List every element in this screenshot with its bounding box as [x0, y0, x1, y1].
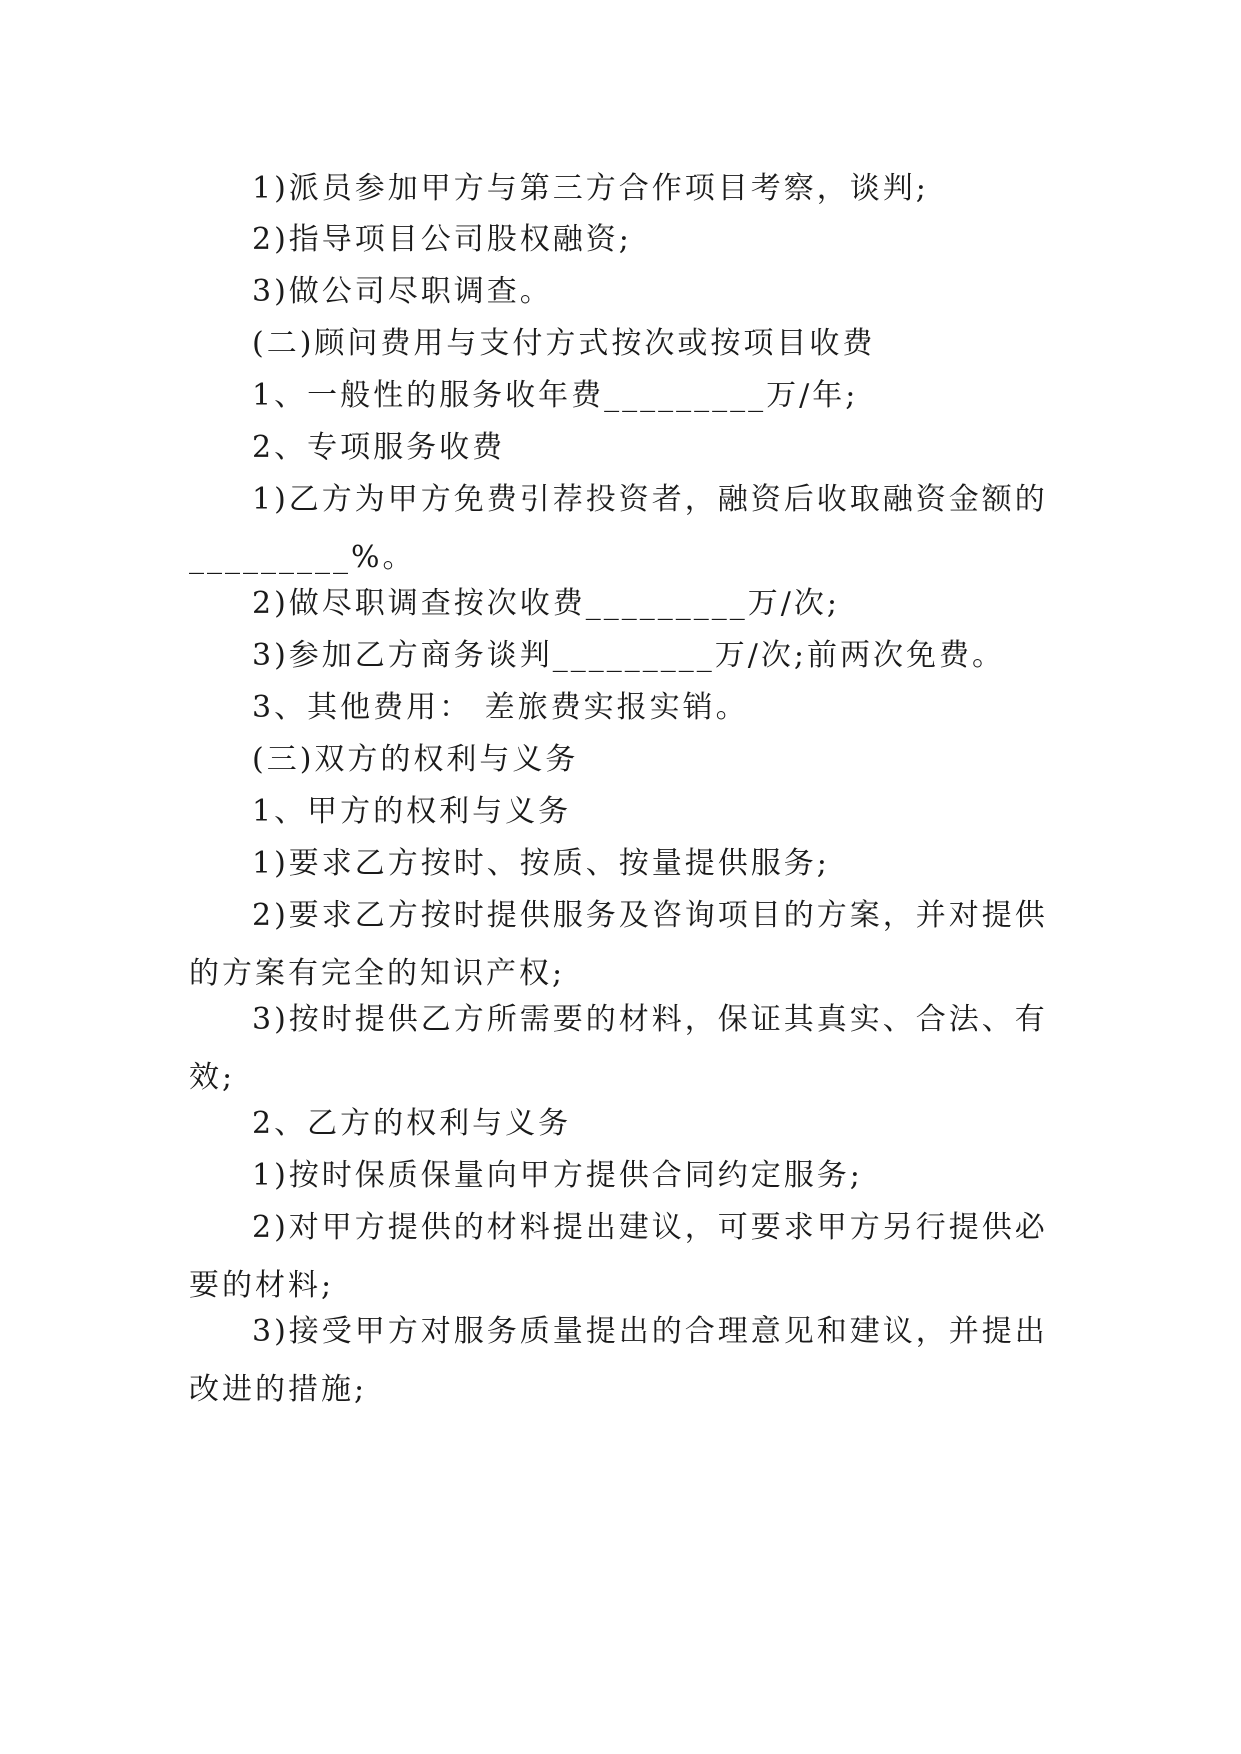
- paragraph: 3)按时提供乙方所需要的材料，保证其真实、合法、有效;: [189, 1002, 1048, 1095]
- paragraph: 2)指导项目公司股权融资;: [252, 222, 632, 257]
- paragraph: 3)参加乙方商务谈判_________万/次;前两次免费。: [252, 638, 1006, 673]
- paragraph: 2)做尽职调查按次收费_________万/次;: [252, 586, 841, 621]
- paragraph: 1)要求乙方按时、按质、按量提供服务;: [252, 846, 830, 881]
- paragraph: 1)乙方为甲方免费引荐投资者，融资后收取融资金额的_________%。: [189, 482, 1048, 575]
- paragraph: 3)做公司尽职调查。: [252, 274, 553, 309]
- paragraph: 2、乙方的权利与义务: [252, 1106, 572, 1141]
- paragraph: 1)按时保质保量向甲方提供合同约定服务;: [252, 1158, 863, 1193]
- section-heading: (三)双方的权利与义务: [252, 742, 579, 777]
- paragraph: 1、一般性的服务收年费_________万/年;: [252, 378, 859, 413]
- paragraph: 2、专项服务收费: [252, 430, 506, 465]
- section-heading: (二)顾问费用与支付方式按次或按项目收费: [252, 326, 876, 361]
- paragraph: 3、其他费用： 差旅费实报实销。: [252, 690, 749, 725]
- paragraph: 1、甲方的权利与义务: [252, 794, 572, 829]
- paragraph: 2)要求乙方按时提供服务及咨询项目的方案，并对提供的方案有完全的知识产权;: [189, 898, 1048, 991]
- paragraph: 2)对甲方提供的材料提出建议，可要求甲方另行提供必要的材料;: [189, 1210, 1048, 1303]
- paragraph: 1)派员参加甲方与第三方合作项目考察，谈判;: [252, 171, 929, 206]
- paragraph: 3)接受甲方对服务质量提出的合理意见和建议，并提出改进的措施;: [189, 1314, 1048, 1407]
